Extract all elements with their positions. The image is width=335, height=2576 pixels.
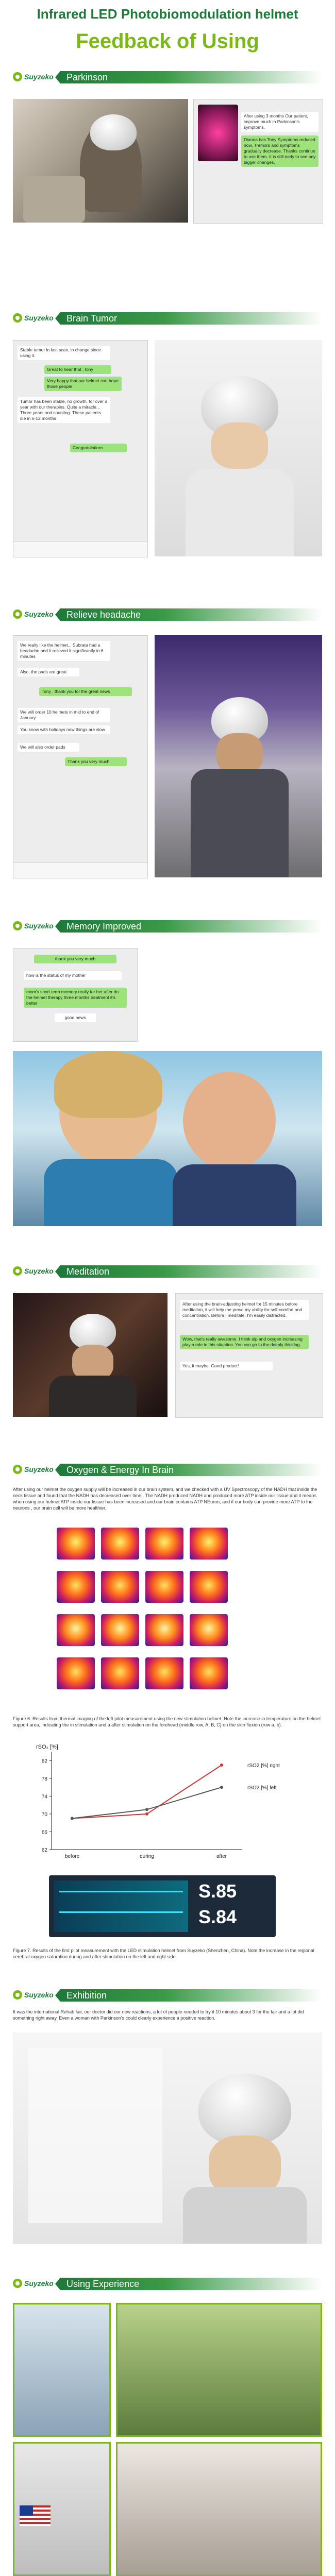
thermal-image	[145, 1528, 183, 1560]
thermal-image	[101, 1571, 139, 1603]
y-tick-label: 66	[41, 1829, 47, 1836]
section-parkinson	[0, 68, 335, 290]
thermal-image	[57, 1528, 95, 1560]
exhibition-paragraph: It was the international Rehab fair, our doctor did our new reactions, a lot of people needed to try it 10 minutes about 3 for the fair and a lot did something right away. Even a woman with Parkinson's could clearly experience a positive reaction.	[13, 2009, 304, 2021]
thermal-image	[57, 1657, 95, 1689]
chat-bubble: After using 3 months Our patient, improve much in Parkinson's symptoms.	[241, 112, 319, 132]
x-tick-label: during	[140, 1854, 154, 1859]
brand-logo: Suyzeko	[13, 917, 60, 935]
chat-bubble: Stable tumor in last scan, in change since using it.	[18, 346, 110, 360]
chat-bubble: Tony , thank you for the great news	[39, 687, 132, 696]
section-header	[13, 1262, 322, 1280]
figure7-caption: Figure 7. Results of the first pilot measurement with the LED stimulation helmet from Suyzeko (Shenzhen, China). Note the increase in the regional cerebral oxygen saturation during and after stimulation on the left and right side.	[13, 1948, 314, 1959]
chat-bubble: Also, the pads are great	[18, 668, 79, 676]
thermal-image	[190, 1528, 228, 1560]
thermal-image	[190, 1657, 228, 1689]
chat-bubble: We really like the helmet... Subrata had a headache and it relieved it significantly in 6 minutes	[18, 641, 110, 661]
exhibition-photo	[13, 2032, 322, 2244]
y-tick-label: 70	[41, 1811, 47, 1818]
data-point	[145, 1808, 148, 1811]
thermal-image	[145, 1614, 183, 1646]
section-brain-tumor	[0, 309, 335, 587]
chat-bubble: Yes, it maybe. Good product!	[180, 1362, 273, 1370]
patient-photo	[13, 99, 188, 223]
y-tick-label: 78	[41, 1776, 47, 1782]
brand-logo: Suyzeko	[13, 2275, 60, 2292]
figure6-caption: Figure 6. Results from thermal imaging of the left pilot measurement using the new stimulation helmet. Note the increase in temperature on the helmet support area, indicating the in stimulation and a after stimulation on the forehead (middle row, A, B, C) on the skin flexion (row a, b).	[13, 1716, 321, 1727]
data-point	[220, 1764, 223, 1767]
chat-screenshot	[193, 99, 323, 224]
chat-bubble: Dianna has Tony Symptoms reduced now, Tremors and symptoms gradually decrease. Thanks continue to use them. It is still early to see any bigger changes.	[241, 135, 319, 167]
chat-bubble: good news	[55, 1013, 96, 1022]
brand-logo: Suyzeko	[13, 1262, 60, 1280]
chat-bubble: mom's short term memory really for her after do the helmet therapy three months treatment it's better	[24, 988, 127, 1008]
chat-bubble: how is the status of my mother	[24, 971, 122, 980]
legend-entry: rSO2 [%] left	[247, 1785, 277, 1791]
chat-bubble: We will also order pads	[18, 743, 79, 752]
patient-photo	[155, 340, 322, 556]
y-tick-label: 62	[41, 1848, 47, 1853]
section-meditation	[0, 1262, 335, 1437]
header-title: Infrared LED Photobiomodulation helmet	[37, 6, 298, 22]
legend-entry: rSO2 [%] right	[247, 1762, 280, 1769]
thermal-image	[190, 1614, 228, 1646]
brand-logo: Suyzeko	[13, 1461, 60, 1478]
monitor-value-top: S.85	[198, 1880, 237, 1902]
thermal-image	[101, 1657, 139, 1689]
thermal-image	[190, 1571, 228, 1603]
thermal-image	[145, 1571, 183, 1603]
chat-bubble: Very happy that our helmet can hope those people	[44, 377, 122, 391]
chat-screenshot	[175, 1293, 323, 1418]
rso2-chart	[21, 1741, 309, 1870]
section-header	[13, 1461, 322, 1478]
section-header	[13, 68, 322, 86]
experience-photo	[116, 2303, 322, 2437]
chat-bubble: Wow, that's really awesome. I think alp and oxygen increasing play a role in this situation. You can go to the deeply thinking.	[180, 1335, 309, 1349]
logo-icon	[13, 1266, 22, 1276]
logo-icon	[13, 609, 22, 619]
section-exhibition	[0, 1986, 335, 2254]
experience-photo	[116, 2442, 322, 2576]
oxygen-paragraph: After using our helmet the oxygen supply will be increased in our brain system, and we checked with a UV Spectroscopy of the NADH that inside the neck tissue and found that the NADH has decreased over time . The NADH produced NADH and produced more ATP inside our tissue and it means when using our helmet ATP inside our tissue has been increased and our brain contains ATP NEuron, and if our body can provide more ATP to the neurons , our brain cell will be more healthier.	[13, 1487, 317, 1511]
logo-icon	[13, 1990, 22, 1999]
patient-photo	[13, 1051, 322, 1226]
logo-icon	[13, 921, 22, 930]
chart-marks	[42, 1758, 280, 1859]
logo-icon	[13, 313, 22, 323]
chat-screenshot	[13, 635, 148, 878]
section-tag: Meditation	[60, 1265, 322, 1278]
section-header	[13, 1986, 322, 2004]
x-tick-label: after	[216, 1854, 227, 1859]
section-tag: Using Experience	[60, 2278, 322, 2290]
logo-icon	[13, 72, 22, 81]
section-tag: Exhibition	[60, 1989, 322, 2002]
thermal-grid	[57, 1528, 273, 1703]
data-point	[220, 1786, 223, 1789]
thermal-image	[57, 1571, 95, 1603]
chat-bubble: After using the brain-adjusting helmet for 15 minutes before meditation, it will help me prove my ability for self-comfort and concentration. Before I meditate, I'm easily distracted.	[180, 1300, 309, 1320]
chat-input-bar[interactable]	[13, 862, 147, 878]
chat-bubble: Tumor has been stable, no growth, for over a year with our therapies. Quite a miracle... Three years and counting. These patients die in 6-12 months	[18, 397, 110, 423]
brand-logo: Suyzeko	[13, 309, 60, 327]
section-header	[13, 917, 322, 935]
brand-logo: Suyzeko	[13, 1986, 60, 2004]
chat-bubble: thank you very much	[34, 955, 116, 963]
chat-bubble: You know with holidays now things are slow	[18, 725, 110, 734]
patient-photo	[13, 1293, 167, 1417]
chat-screenshot	[13, 948, 138, 1042]
section-experience	[0, 2275, 335, 2576]
section-tag: Oxygen & Energy In Brain	[60, 1464, 322, 1476]
thermal-image	[145, 1657, 183, 1689]
data-point	[145, 1812, 148, 1816]
experience-photo	[13, 2442, 111, 2576]
monitor-photo	[49, 1875, 276, 1937]
header-subtitle: Feedback of Using	[76, 30, 259, 53]
patient-photo	[155, 635, 322, 877]
section-tag: Brain Tumor	[60, 312, 322, 325]
thermal-image	[101, 1614, 139, 1646]
chat-bubble: We will order 10 helmets in mid to end of January	[18, 708, 110, 722]
section-header	[13, 2275, 322, 2292]
section-headache	[0, 605, 335, 894]
section-tag: Relieve headache	[60, 608, 322, 621]
monitor-value-bottom: S.84	[198, 1906, 237, 1927]
chat-image	[198, 105, 238, 161]
experience-photo	[13, 2303, 111, 2437]
brand-logo: Suyzeko	[13, 68, 60, 86]
logo-icon	[13, 1465, 22, 1474]
section-tag: Memory Improved	[60, 920, 322, 933]
chat-bubble: Thank you very much	[65, 757, 127, 766]
thermal-image	[57, 1614, 95, 1646]
thermal-image	[101, 1528, 139, 1560]
section-tag: Parkinson	[60, 71, 322, 83]
brand-logo: Suyzeko	[13, 605, 60, 623]
section-header	[13, 605, 322, 623]
x-tick-label: before	[64, 1854, 80, 1859]
logo-icon	[13, 2279, 22, 2288]
chat-input-bar[interactable]	[13, 541, 147, 557]
y-axis-label: rSO₂ [%]	[36, 1744, 58, 1750]
data-point	[71, 1817, 74, 1820]
chat-bubble: Congratulations	[70, 444, 127, 452]
chat-bubble: Great to hear that , tony	[44, 365, 111, 374]
section-header	[13, 309, 322, 327]
section-memory	[0, 917, 335, 1236]
chat-screenshot	[13, 340, 148, 557]
y-tick-label: 82	[41, 1758, 47, 1765]
y-tick-label: 74	[41, 1794, 47, 1800]
